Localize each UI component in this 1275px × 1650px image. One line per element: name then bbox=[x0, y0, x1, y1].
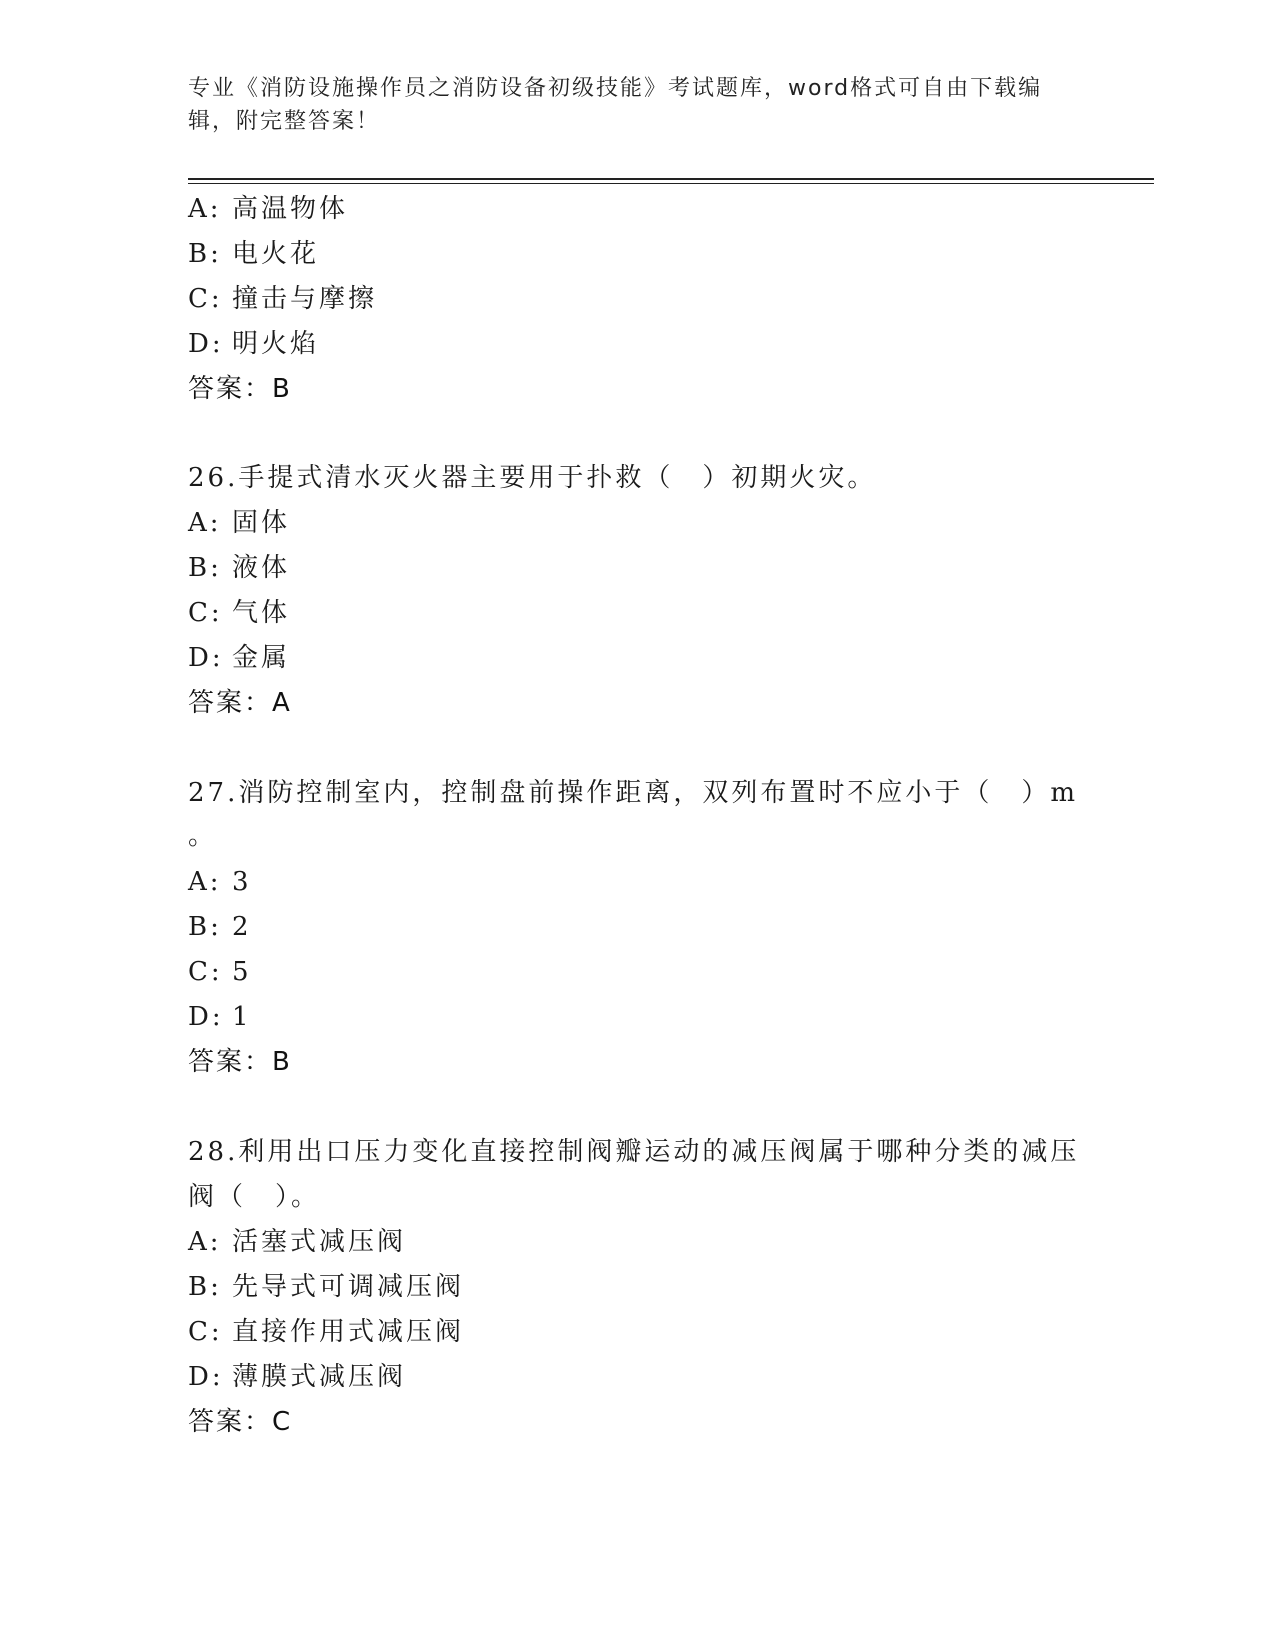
prev-question-option-b bbox=[188, 238, 319, 270]
option-key: D: bbox=[188, 1362, 224, 1392]
option-text: 气体 bbox=[232, 598, 291, 628]
prev-question-option-a bbox=[188, 193, 348, 225]
q28-option-b bbox=[188, 1271, 464, 1303]
q26-option-d bbox=[188, 642, 290, 674]
q28-option-a bbox=[188, 1226, 406, 1258]
header-line-2: 辑，附完整答案！ bbox=[188, 109, 381, 134]
q28-stem-line-1: 28.利用出口压力变化直接控制阀瓣运动的减压阀属于哪种分类的减压 bbox=[188, 1137, 1080, 1167]
q28-option-d bbox=[188, 1361, 406, 1393]
q27-answer: 答案：B bbox=[188, 1047, 292, 1077]
option-text: 1 bbox=[232, 1002, 252, 1032]
option-text: 电火花 bbox=[232, 239, 320, 269]
option-text: 明火焰 bbox=[232, 329, 320, 359]
option-key: C: bbox=[188, 284, 223, 314]
option-key: B: bbox=[188, 1272, 222, 1302]
q27-option-b bbox=[188, 911, 252, 943]
option-key: A: bbox=[188, 508, 222, 538]
option-key: A: bbox=[188, 194, 222, 224]
prev-question-answer: 答案：B bbox=[188, 374, 292, 404]
document-header bbox=[188, 72, 1068, 138]
option-text: 薄膜式减压阀 bbox=[232, 1362, 407, 1392]
option-key: C: bbox=[188, 957, 223, 987]
q26-option-a bbox=[188, 507, 290, 539]
option-text: 活塞式减压阀 bbox=[232, 1227, 407, 1257]
option-key: A: bbox=[188, 1227, 222, 1257]
prev-question-option-d bbox=[188, 328, 319, 360]
option-text: 5 bbox=[232, 957, 252, 987]
q27-option-c bbox=[188, 956, 252, 988]
option-text: 直接作用式减压阀 bbox=[232, 1317, 465, 1347]
option-text: 固体 bbox=[232, 508, 291, 538]
q28-stem-line-2: 阀（ ）。 bbox=[188, 1182, 321, 1212]
option-key: B: bbox=[188, 239, 222, 269]
option-text: 高温物体 bbox=[232, 194, 349, 224]
option-text: 金属 bbox=[232, 643, 291, 673]
option-text: 液体 bbox=[232, 553, 291, 583]
option-key: D: bbox=[188, 1002, 224, 1032]
option-text: 3 bbox=[232, 867, 252, 897]
q26-option-c bbox=[188, 597, 290, 629]
q27-option-d bbox=[188, 1001, 252, 1033]
header-line-1: 专业《消防设施操作员之消防设备初级技能》考试题库，word格式可自由下载编 bbox=[188, 76, 1043, 101]
option-text: 2 bbox=[232, 912, 252, 942]
option-key: B: bbox=[188, 912, 222, 942]
header-divider-thick bbox=[188, 178, 1154, 180]
option-key: C: bbox=[188, 1317, 223, 1347]
option-text: 先导式可调减压阀 bbox=[232, 1272, 465, 1302]
option-key: D: bbox=[188, 329, 224, 359]
q26-option-b bbox=[188, 552, 290, 584]
prev-question-option-c bbox=[188, 283, 377, 315]
option-key: A: bbox=[188, 867, 222, 897]
option-key: B: bbox=[188, 553, 222, 583]
option-text: 撞击与摩擦 bbox=[232, 284, 378, 314]
q27-option-a bbox=[188, 866, 252, 898]
q27-stem-line-1: 27.消防控制室内，控制盘前操作距离，双列布置时不应小于（ ）m bbox=[188, 778, 1079, 808]
option-key: C: bbox=[188, 598, 223, 628]
option-key: D: bbox=[188, 643, 224, 673]
q28-answer: 答案：C bbox=[188, 1407, 293, 1437]
q28-option-c bbox=[188, 1316, 464, 1348]
header-divider-thin bbox=[188, 183, 1154, 184]
q26-stem: 26.手提式清水灭火器主要用于扑救（ ）初期火灾。 bbox=[188, 463, 877, 493]
q26-answer: 答案：A bbox=[188, 688, 292, 718]
q27-stem-line-2: 。 bbox=[188, 821, 218, 851]
